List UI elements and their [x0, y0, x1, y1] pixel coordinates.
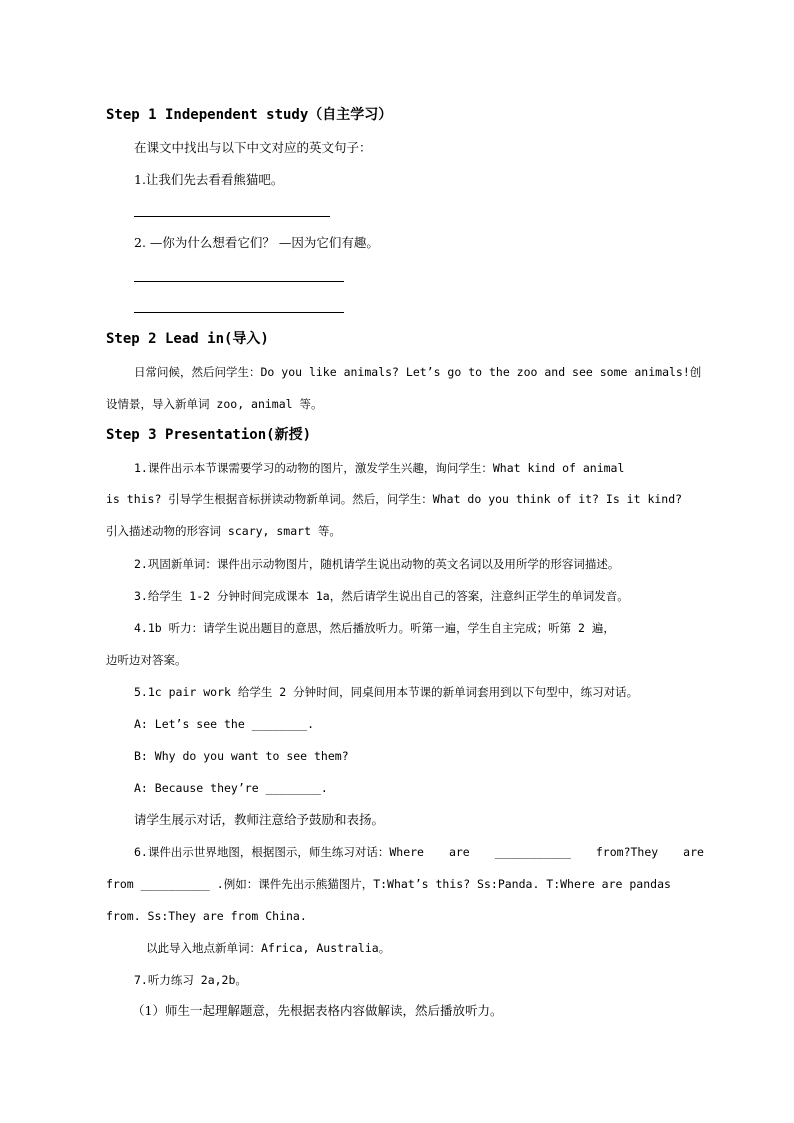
item6-text-a: 6.课件出示世界地图，根据图示，师生练习对话：Where: [134, 845, 424, 859]
step3-item-6-line-3: from. Ss:They are from China.: [106, 909, 307, 923]
step3-item-2: 2.巩固新单词：课件出示动物图片，随机请学生说出动物的英文名词以及用所学的形容词描述。: [134, 557, 620, 571]
step2-paragraph-line-2: 设情景，导入新单词 zoo, animal 等。: [106, 397, 323, 411]
item6-text-d: from?They: [595, 845, 659, 859]
dialog-line-b1: B: Why do you want to see them?: [134, 749, 349, 763]
step3-heading: Step 3 Presentation(新授): [106, 427, 312, 443]
step3-item-1-line-1: 1.课件出示本节课需要学习的动物的图片，激发学生兴趣，询问学生：What kind of animal: [134, 461, 625, 475]
step3-item-3: 3.给学生 1-2 分钟时间完成课本 1a，然后请学生说出自己的答案，注意纠正学生的单词发音。: [134, 589, 629, 603]
step1-instruction: 在课文中找出与以下中文对应的英文句子：: [134, 140, 372, 155]
item6-text-b: are: [448, 845, 470, 859]
answer-blank-3: [134, 312, 344, 313]
step2-heading: Step 2 Lead in(导入): [106, 331, 269, 347]
step3-show-dialog: 请学生展示对话，教师注意给予鼓励和表扬。: [134, 812, 385, 827]
step3-item-4-line-2: 边听边对答案。: [106, 653, 187, 667]
dialog-line-a1: A: Let’s see the ________.: [134, 717, 315, 731]
step3-item-6-line-4: 以此导入地点新单词：Africa, Australia。: [146, 941, 391, 955]
step1-question-2: 2. —你为什么想看它们？ —因为它们有趣。: [134, 235, 379, 250]
step3-item-1-line-2: is this? 引导学生根据音标拼读动物新单词。然后，问学生：What do you think of it? Is it kind?: [106, 492, 683, 506]
step3-item-7: 7.听力练习 2a,2b。: [134, 973, 247, 987]
step3-item-5: 5.1c pair work 给学生 2 分钟时间，同桌间用本节课的新单词套用到以下句型中，练习对话。: [134, 685, 639, 699]
step1-question-1: 1.让我们先去看看熊猫吧。: [134, 172, 284, 187]
item6-text-e: are: [683, 845, 704, 859]
step3-item-6-line-2: from __________ .例如：课件先出示熊猫图片，T:What’s this? Ss:Panda. T:Where are pandas: [106, 877, 671, 891]
step1-heading: Step 1 Independent study（自主学习）: [106, 107, 393, 123]
step3-item-7-sub-1: （1）师生一起理解题意，先根据表格内容做解读，然后播放听力。: [132, 1003, 503, 1018]
item6-text-c: ___________: [494, 845, 571, 859]
answer-blank-1: [134, 216, 330, 217]
step3-item-1-line-3: 引入描述动物的形容词 scary, smart 等。: [106, 524, 341, 538]
step3-item-6-line-1: [134, 843, 704, 861]
step3-item-4-line-1: 4.1b 听力：请学生说出题目的意思，然后播放听力。听第一遍，学生自主完成；听第 2 遍，: [134, 621, 615, 635]
step2-paragraph-line-1: 日常问候，然后问学生：Do you like animals? Let’s go to the zoo and see some animals!创: [134, 365, 702, 379]
answer-blank-2: [134, 281, 344, 282]
dialog-line-a2: A: Because they’re ________.: [134, 781, 328, 795]
